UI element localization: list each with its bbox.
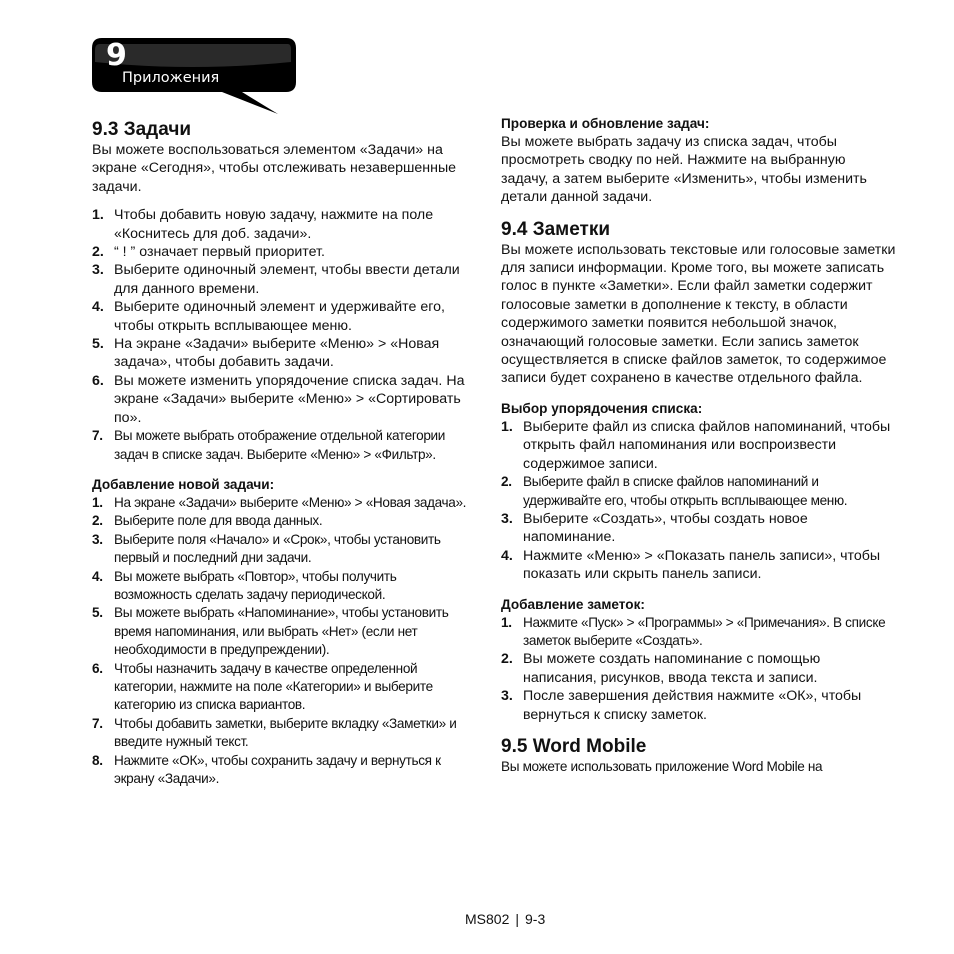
list-item: 1. Выберите файл из списка файлов напоминаний, чтобы открыть файл напоминания или воспроизвести содержимое записи. — [501, 418, 891, 472]
list-item: 3. Выберите «Создать», чтобы создать новое напоминание. — [501, 510, 808, 546]
list-item: 3. Выберите одиночный элемент, чтобы ввести детали для данного времени. — [92, 262, 460, 297]
list-item: 6. Вы можете изменить упорядочение списка задач. На экране «Задачи» выберите «Меню» > «Сортировать по». — [92, 372, 465, 426]
list-item: 5. На экране «Задачи» выберите «Меню» > «Новая задача», чтобы добавить задачи. — [92, 336, 440, 371]
check-tasks-heading: Проверка и обновление задач: — [501, 116, 710, 131]
page-footer — [465, 911, 545, 927]
section-9-4-heading: 9.4 Заметки — [501, 218, 611, 240]
model-name: MS802 — [465, 911, 510, 927]
chapter-badge — [92, 38, 298, 118]
chapter-number: 9 — [106, 38, 127, 73]
page-number: 9-3 — [525, 911, 546, 927]
list-item: 2. Выберите файл в списке файлов напоминаний и удерживайте его, чтобы открыть всплывающее меню. — [501, 474, 848, 508]
list-item: 4. Вы можете выбрать «Повтор», чтобы получить возможность сделать задачу периодической. — [92, 568, 397, 602]
sort-heading: Выбор упорядочения списка: — [501, 400, 703, 416]
section-9-4-intro: Вы можете использовать текстовые или голосовые заметки для записи информации. Кроме того, вы можете записать голос в пункте «Заметки». Если файл заметки содержит голосовые заметки в дополнение к тексту, в области содержимого заметки появится небольшой значок, означающий голосовые заметки. Если запись заметок осуществляется в списке файлов заметок, то содержимое записи будет сохранено в качестве отдельного файла. — [501, 241, 896, 387]
list-item: 2. “ ! ” означает первый приоритет. — [92, 244, 325, 261]
list-item: 4. Нажмите «Меню» > «Показать панель записи», чтобы показать или скрыть панель записи. — [501, 547, 881, 583]
list-item: 6. Чтобы назначить задачу в качестве определенной категории, нажмите на поле «Категории» и выберите категорию из списка вариантов. — [92, 660, 433, 713]
left-column — [92, 119, 477, 788]
list-item: 8. Нажмите «ОК», чтобы сохранить задачу и вернуться к экрану «Задачи». — [92, 752, 441, 786]
list-item: 1. На экране «Задачи» выберите «Меню» > «Новая задача». — [92, 494, 467, 510]
chapter-title: Приложения — [122, 70, 220, 86]
section-9-5-heading: 9.5 Word Mobile — [501, 735, 647, 757]
list-item: 2. Вы можете создать напоминание с помощью написания, рисунков, ввода текста и записи. — [501, 651, 821, 686]
list-item: 7. Чтобы добавить заметки, выберите вкладку «Заметки» и введите нужный текст. — [92, 715, 457, 750]
list-item: 1. Чтобы добавить новую задачу, нажмите на поле «Коснитесь для доб. задачи». — [92, 207, 434, 242]
section-9-5-intro: Вы можете использовать приложение Word Mobile на — [501, 758, 823, 774]
section-9-3-heading: 9.3 Задачи — [92, 119, 192, 140]
tasks-list — [92, 206, 477, 464]
divider: | — [515, 911, 519, 927]
list-item: 3. После завершения действия нажмите «ОК», чтобы вернуться к списку заметок. — [501, 688, 862, 723]
check-tasks-text: Вы можете выбрать задачу из списка задач, чтобы просмотреть сводку по ней. Нажмите на выбранную задачу, а затем выберите «Изменить», чтобы изменить детали данной задачи. — [501, 134, 867, 206]
add-task-heading: Добавление новой задачи: — [92, 476, 275, 492]
sort-list — [501, 418, 896, 584]
list-item: 1. Нажмите «Пуск» > «Программы» > «Примечания». В списке заметок выберите «Создать». — [501, 614, 886, 648]
add-task-list — [92, 494, 477, 789]
right-column — [501, 115, 896, 776]
list-item: 7. Вы можете выбрать отображение отдельной категории задач в списке задач. Выберите «Меню» > «Фильтр». — [92, 428, 446, 462]
list-item: 5. Вы можете выбрать «Напоминание», чтобы установить время напоминания, или выбрать «Нет» (если нет необходимости в предупреждении). — [92, 605, 449, 658]
list-item: 2. Выберите поле для ввода данных. — [92, 513, 323, 529]
list-item: 4. Выберите одиночный элемент и удерживайте его, чтобы открыть всплывающее меню. — [92, 299, 445, 334]
add-notes-list — [501, 614, 896, 724]
list-item: 3. Выберите поля «Начало» и «Срок», чтобы установить первый и последний дни задачи. — [92, 531, 441, 566]
add-notes-heading: Добавление заметок: — [501, 596, 645, 612]
section-9-3-intro: Вы можете воспользоваться элементом «Задачи» на экране «Сегодня», чтобы отслеживать незавершенные задачи. — [92, 142, 457, 195]
